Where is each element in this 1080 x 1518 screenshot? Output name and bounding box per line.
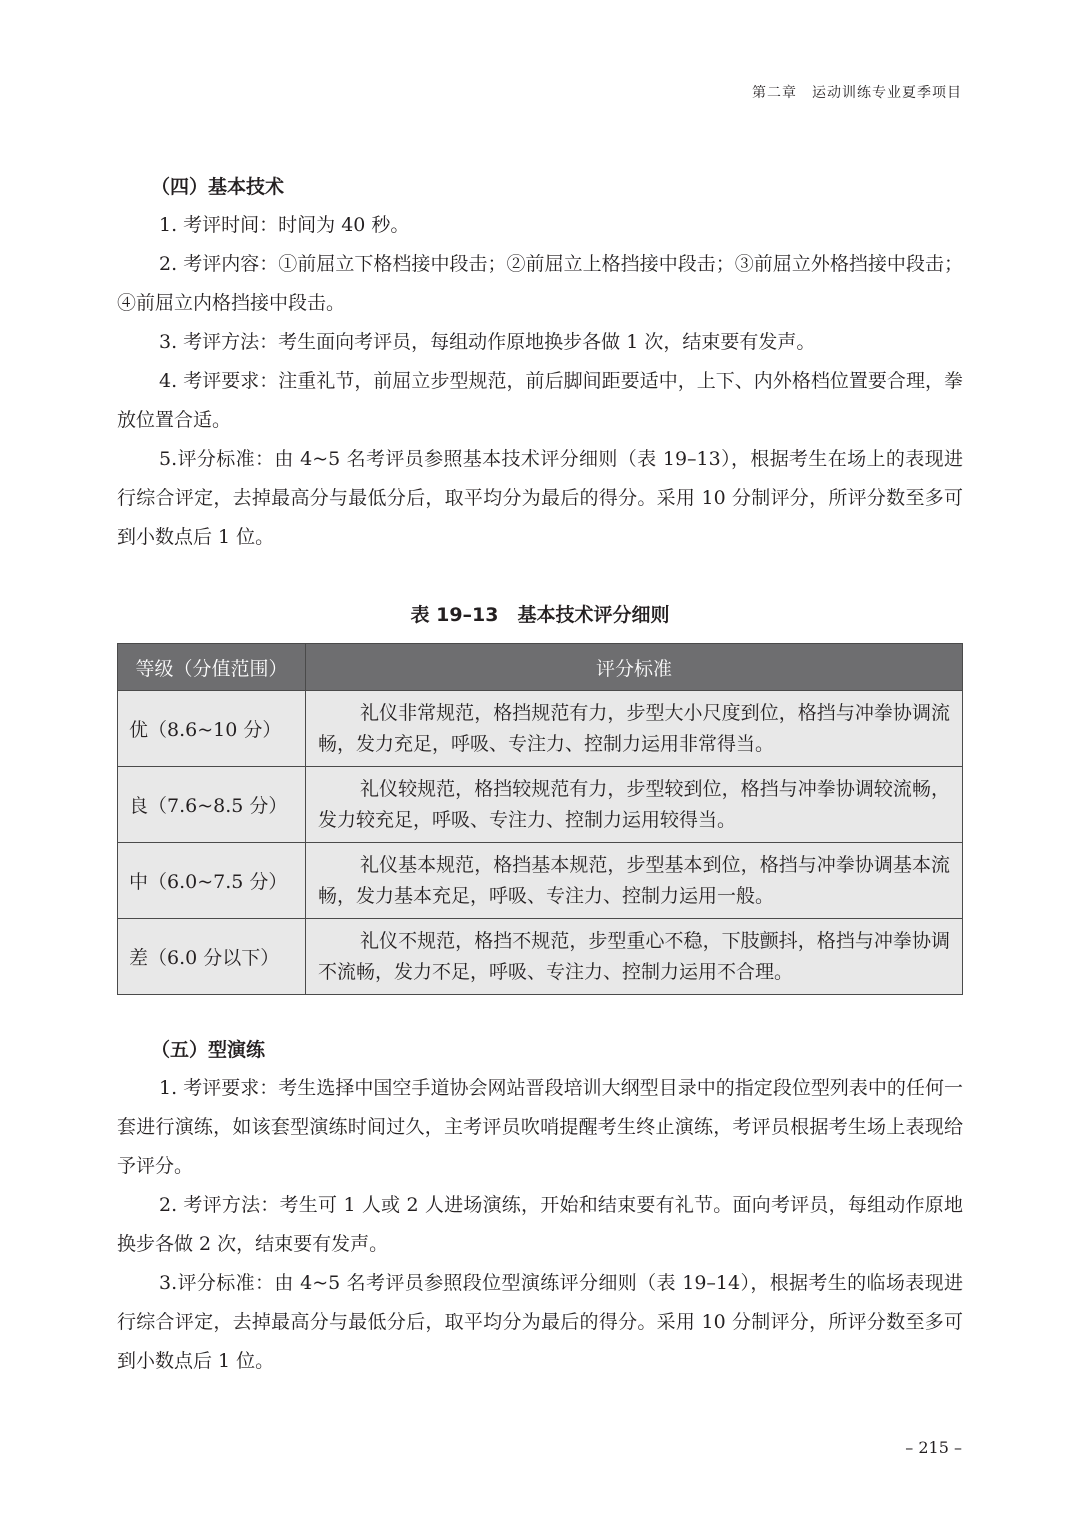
section-heading: （四）基本技术 [151, 176, 285, 198]
table-title: 表 19–13 基本技术评分细则 [410, 604, 670, 626]
paragraph: 2. 考评内容：①前屈立下格档接中段击；②前屈立上格挡接中段击；③前屈立外格挡接中段击；④前屈立内格挡接中段击。 [117, 253, 963, 314]
grade-level: 优（8.6~10 分） [118, 691, 306, 767]
table-row [118, 767, 963, 843]
paragraph: 4. 考评要求：注重礼节，前屈立步型规范，前后脚间距要适中，上下、内外格档位置要合理，拳放位置合适。 [117, 370, 963, 431]
table-header-row [118, 644, 963, 691]
grade-standard: 礼仪基本规范，格挡基本规范，步型基本到位，格挡与冲拳协调基本流畅，发力基本充足，呼吸、专注力、控制力运用一般。 [306, 843, 963, 919]
scoring-table [117, 643, 963, 995]
paragraph: 1. 考评时间：时间为 40 秒。 [159, 214, 410, 236]
grade-standard: 礼仪较规范，格挡较规范有力，步型较到位，格挡与冲拳协调较流畅，发力较充足，呼吸、专注力、控制力运用较得当。 [306, 767, 963, 843]
running-header: 第二章 运动训练专业夏季项目 [752, 85, 962, 101]
column-header-standard: 评分标准 [306, 644, 963, 691]
section-heading: （五）型演练 [151, 1039, 266, 1061]
page-content [117, 168, 963, 1381]
paragraph: 2. 考评方法：考生可 1 人或 2 人进场演练，开始和结束要有礼节。面向考评员，每组动作原地换步各做 2 次，结束要有发声。 [117, 1194, 963, 1255]
paragraph: 5.评分标准：由 4~5 名考评员参照基本技术评分细则（表 19–13），根据考生在场上的表现进行综合评定，去掉最高分与最低分后，取平均分为最后的得分。采用 10 分制评分，所评分数至多可到小数点后 1 位。 [117, 448, 963, 548]
grade-standard: 礼仪非常规范，格挡规范有力，步型大小尺度到位，格挡与冲拳协调流畅，发力充足，呼吸、专注力、控制力运用非常得当。 [306, 691, 963, 767]
table-row [118, 919, 963, 995]
column-header-level: 等级（分值范围） [118, 644, 306, 691]
paragraph: 1. 考评要求：考生选择中国空手道协会网站晋段培训大纲型目录中的指定段位型列表中的任何一套进行演练，如该套型演练时间过久，主考评员吹哨提醒考生终止演练，考评员根据考生场上表现给予评分。 [117, 1077, 963, 1177]
grade-level: 良（7.6~8.5 分） [118, 767, 306, 843]
section-form-performance [117, 1031, 963, 1381]
grade-level: 差（6.0 分以下） [118, 919, 306, 995]
grade-level: 中（6.0~7.5 分） [118, 843, 306, 919]
table-row [118, 843, 963, 919]
paragraph: 3. 考评方法：考生面向考评员，每组动作原地换步各做 1 次，结束要有发声。 [159, 331, 816, 353]
grade-standard: 礼仪不规范，格挡不规范，步型重心不稳，下肢颤抖，格挡与冲拳协调不流畅，发力不足，呼吸、专注力、控制力运用不合理。 [306, 919, 963, 995]
section-basic-technique [117, 168, 963, 557]
paragraph: 3.评分标准：由 4~5 名考评员参照段位型演练评分细则（表 19–14），根据考生的临场表现进行综合评定，去掉最高分与最低分后，取平均分为最后的得分。采用 10 分制评分，所评分数至多可到小数点后 1 位。 [117, 1272, 963, 1372]
table-row [118, 691, 963, 767]
page-number: – 215 – [905, 1438, 962, 1457]
